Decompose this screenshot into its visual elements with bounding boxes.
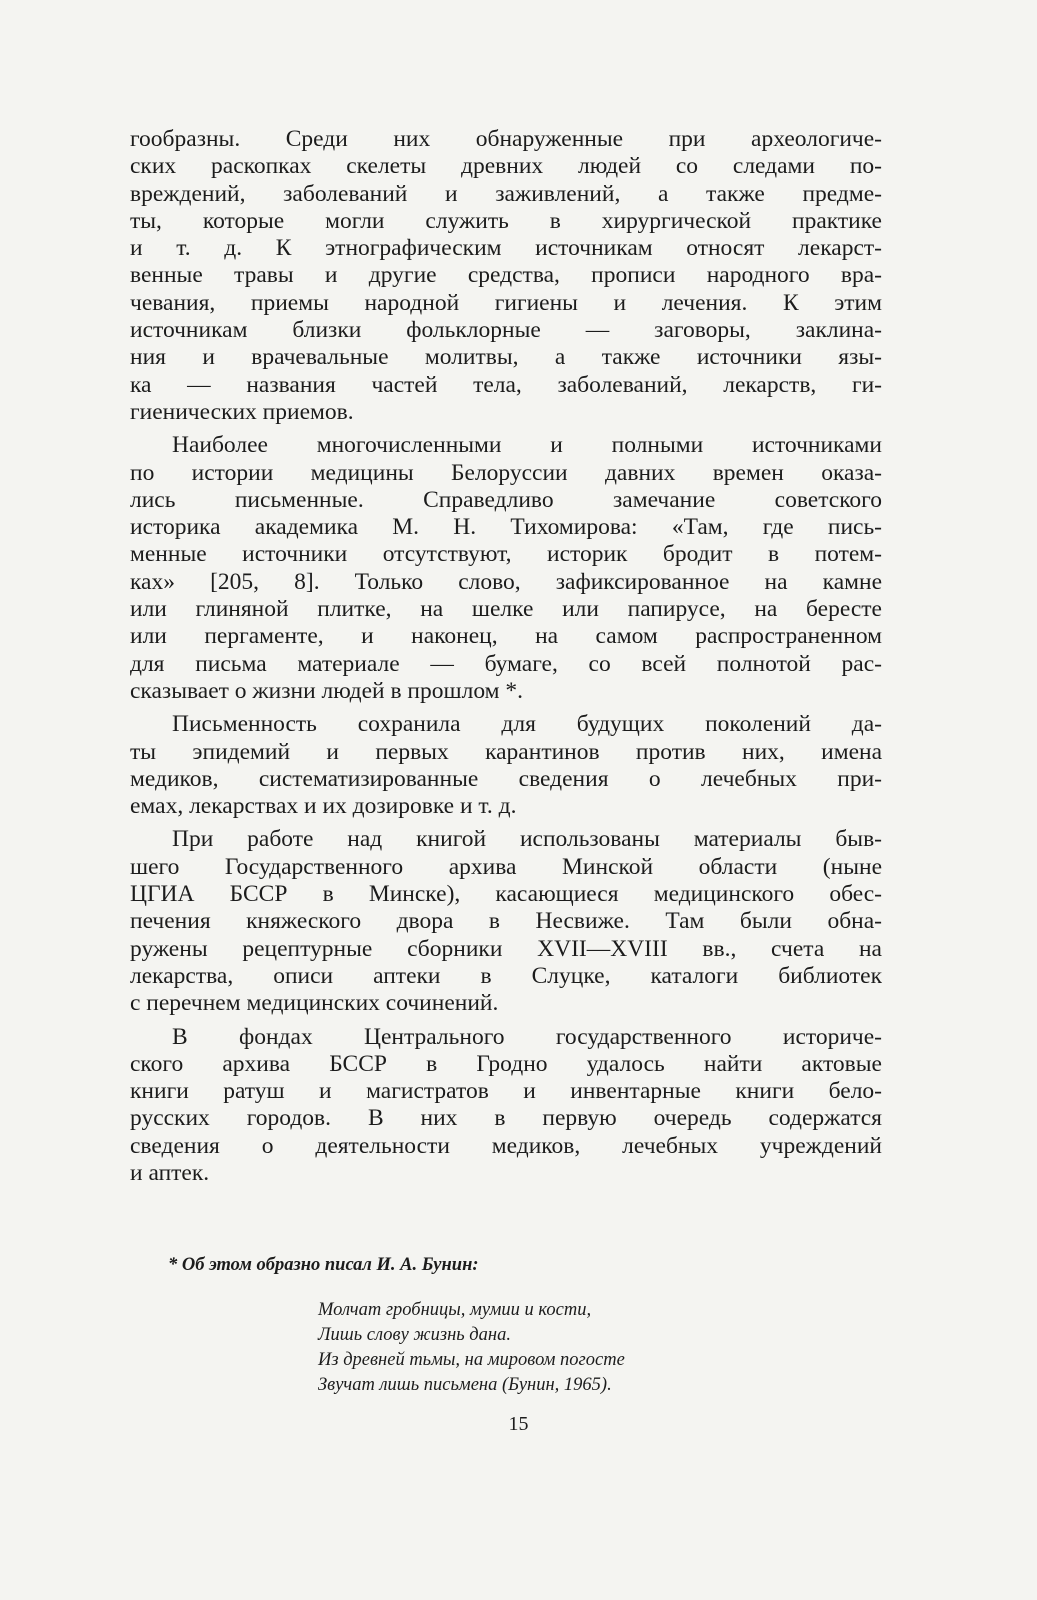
text-line: Наиболее многочисленными и полными источниками — [172, 432, 882, 459]
verse-line: Лишь слову жизнь дана. — [318, 1325, 511, 1345]
text-line: по истории медицины Белоруссии давних времен оказа- — [130, 459, 882, 486]
text-line: ты эпидемий и первых карантинов против них, имена — [130, 738, 882, 765]
text-line: сказывает о жизни людей в прошлом *. — [130, 677, 524, 704]
text-line: ЦГИА БССР в Минске), касающиеся медицинского обес- — [130, 881, 882, 908]
text-line: В фондах Центрального государственного историче- — [172, 1023, 882, 1050]
verse-line: Из древней тьмы, на мировом погосте — [318, 1350, 625, 1370]
verse-line: Молчат гробницы, мумии и кости, — [318, 1300, 592, 1320]
text-line: чевания, приемы народной гигиены и лечения. К этим — [130, 289, 882, 316]
paragraph — [130, 126, 882, 426]
text-line: источникам близки фольклорные — заговоры, заклина- — [130, 317, 882, 344]
text-line: шего Государственного архива Минской области (ныне — [130, 853, 882, 880]
text-line: печения княжеского двора в Несвиже. Там были обна- — [130, 908, 882, 935]
text-line: ского архива БССР в Гродно удалось найти актовые — [130, 1050, 882, 1077]
text-line: гообразны. Среди них обнаруженные при археологиче- — [130, 126, 882, 152]
text-line: лись письменные. Справедливо замечание советского — [130, 486, 882, 513]
text-line: и аптек. — [130, 1159, 210, 1186]
text-line: вреждений, заболеваний и заживлений, а также предме- — [130, 180, 882, 207]
text-line: При работе над книгой использованы материалы быв- — [172, 826, 882, 853]
text-line: историка академика М. Н. Тихомирова: «Там, где пись- — [130, 514, 882, 541]
page-number: 15 — [508, 1413, 529, 1435]
text-line: или глиняной плитке, на шелке или папирусе, на бересте — [130, 596, 882, 623]
text-line: емах, лекарствах и их дозировке и т. д. — [130, 793, 517, 820]
text-line: медиков, систематизированные сведения о лечебных при- — [130, 765, 882, 792]
footnote-intro: * Об этом образно писал И. А. Бунин: — [168, 1255, 479, 1275]
text-line: русских городов. В них в первую очередь содержатся — [130, 1105, 882, 1132]
paragraph — [130, 1024, 882, 1188]
text-line: менные источники отсутствуют, историк бродит в потем- — [130, 541, 882, 568]
text-line: лекарства, описи аптеки в Слуцке, каталоги библиотек — [130, 962, 882, 989]
verse-line: Звучат лишь письмена (Бунин, 1965). — [318, 1375, 612, 1395]
footnote-verse — [318, 1298, 625, 1398]
text-line: или пергаменте, и наконец, на самом распространенном — [130, 623, 882, 650]
text-line: для письма материале — бумаге, со всей полнотой рас- — [130, 650, 882, 677]
text-line: ских раскопках скелеты древних людей со следами по- — [130, 153, 882, 180]
text-line: венные травы и другие средства, прописи народного вра- — [130, 262, 882, 289]
text-line: ния и врачевальные молитвы, а также источники язы- — [130, 344, 882, 371]
paragraph — [130, 711, 882, 820]
text-line: и т. д. К этнографическим источникам относят лекарст- — [130, 235, 882, 262]
text-line: книги ратуш и магистратов и инвентарные книги бело- — [130, 1078, 882, 1105]
text-line: гиенических приемов. — [130, 398, 354, 425]
main-text — [130, 126, 882, 1187]
text-line: ты, которые могли служить в хирургической практике — [130, 207, 882, 234]
paragraph — [130, 432, 882, 705]
text-line: сведения о деятельности медиков, лечебных учреждений — [130, 1132, 882, 1159]
text-line: ках» [205, 8]. Только слово, зафиксированное на камне — [130, 568, 882, 595]
paragraph — [130, 826, 882, 1017]
text-line: ка — названия частей тела, заболеваний, лекарств, ги- — [130, 371, 882, 398]
text-line: Письменность сохранила для будущих поколений да- — [172, 711, 882, 738]
text-line: с перечнем медицинских сочинений. — [130, 990, 499, 1017]
text-line: ружены рецептурные сборники XVII—XVIII вв., счета на — [130, 935, 882, 962]
